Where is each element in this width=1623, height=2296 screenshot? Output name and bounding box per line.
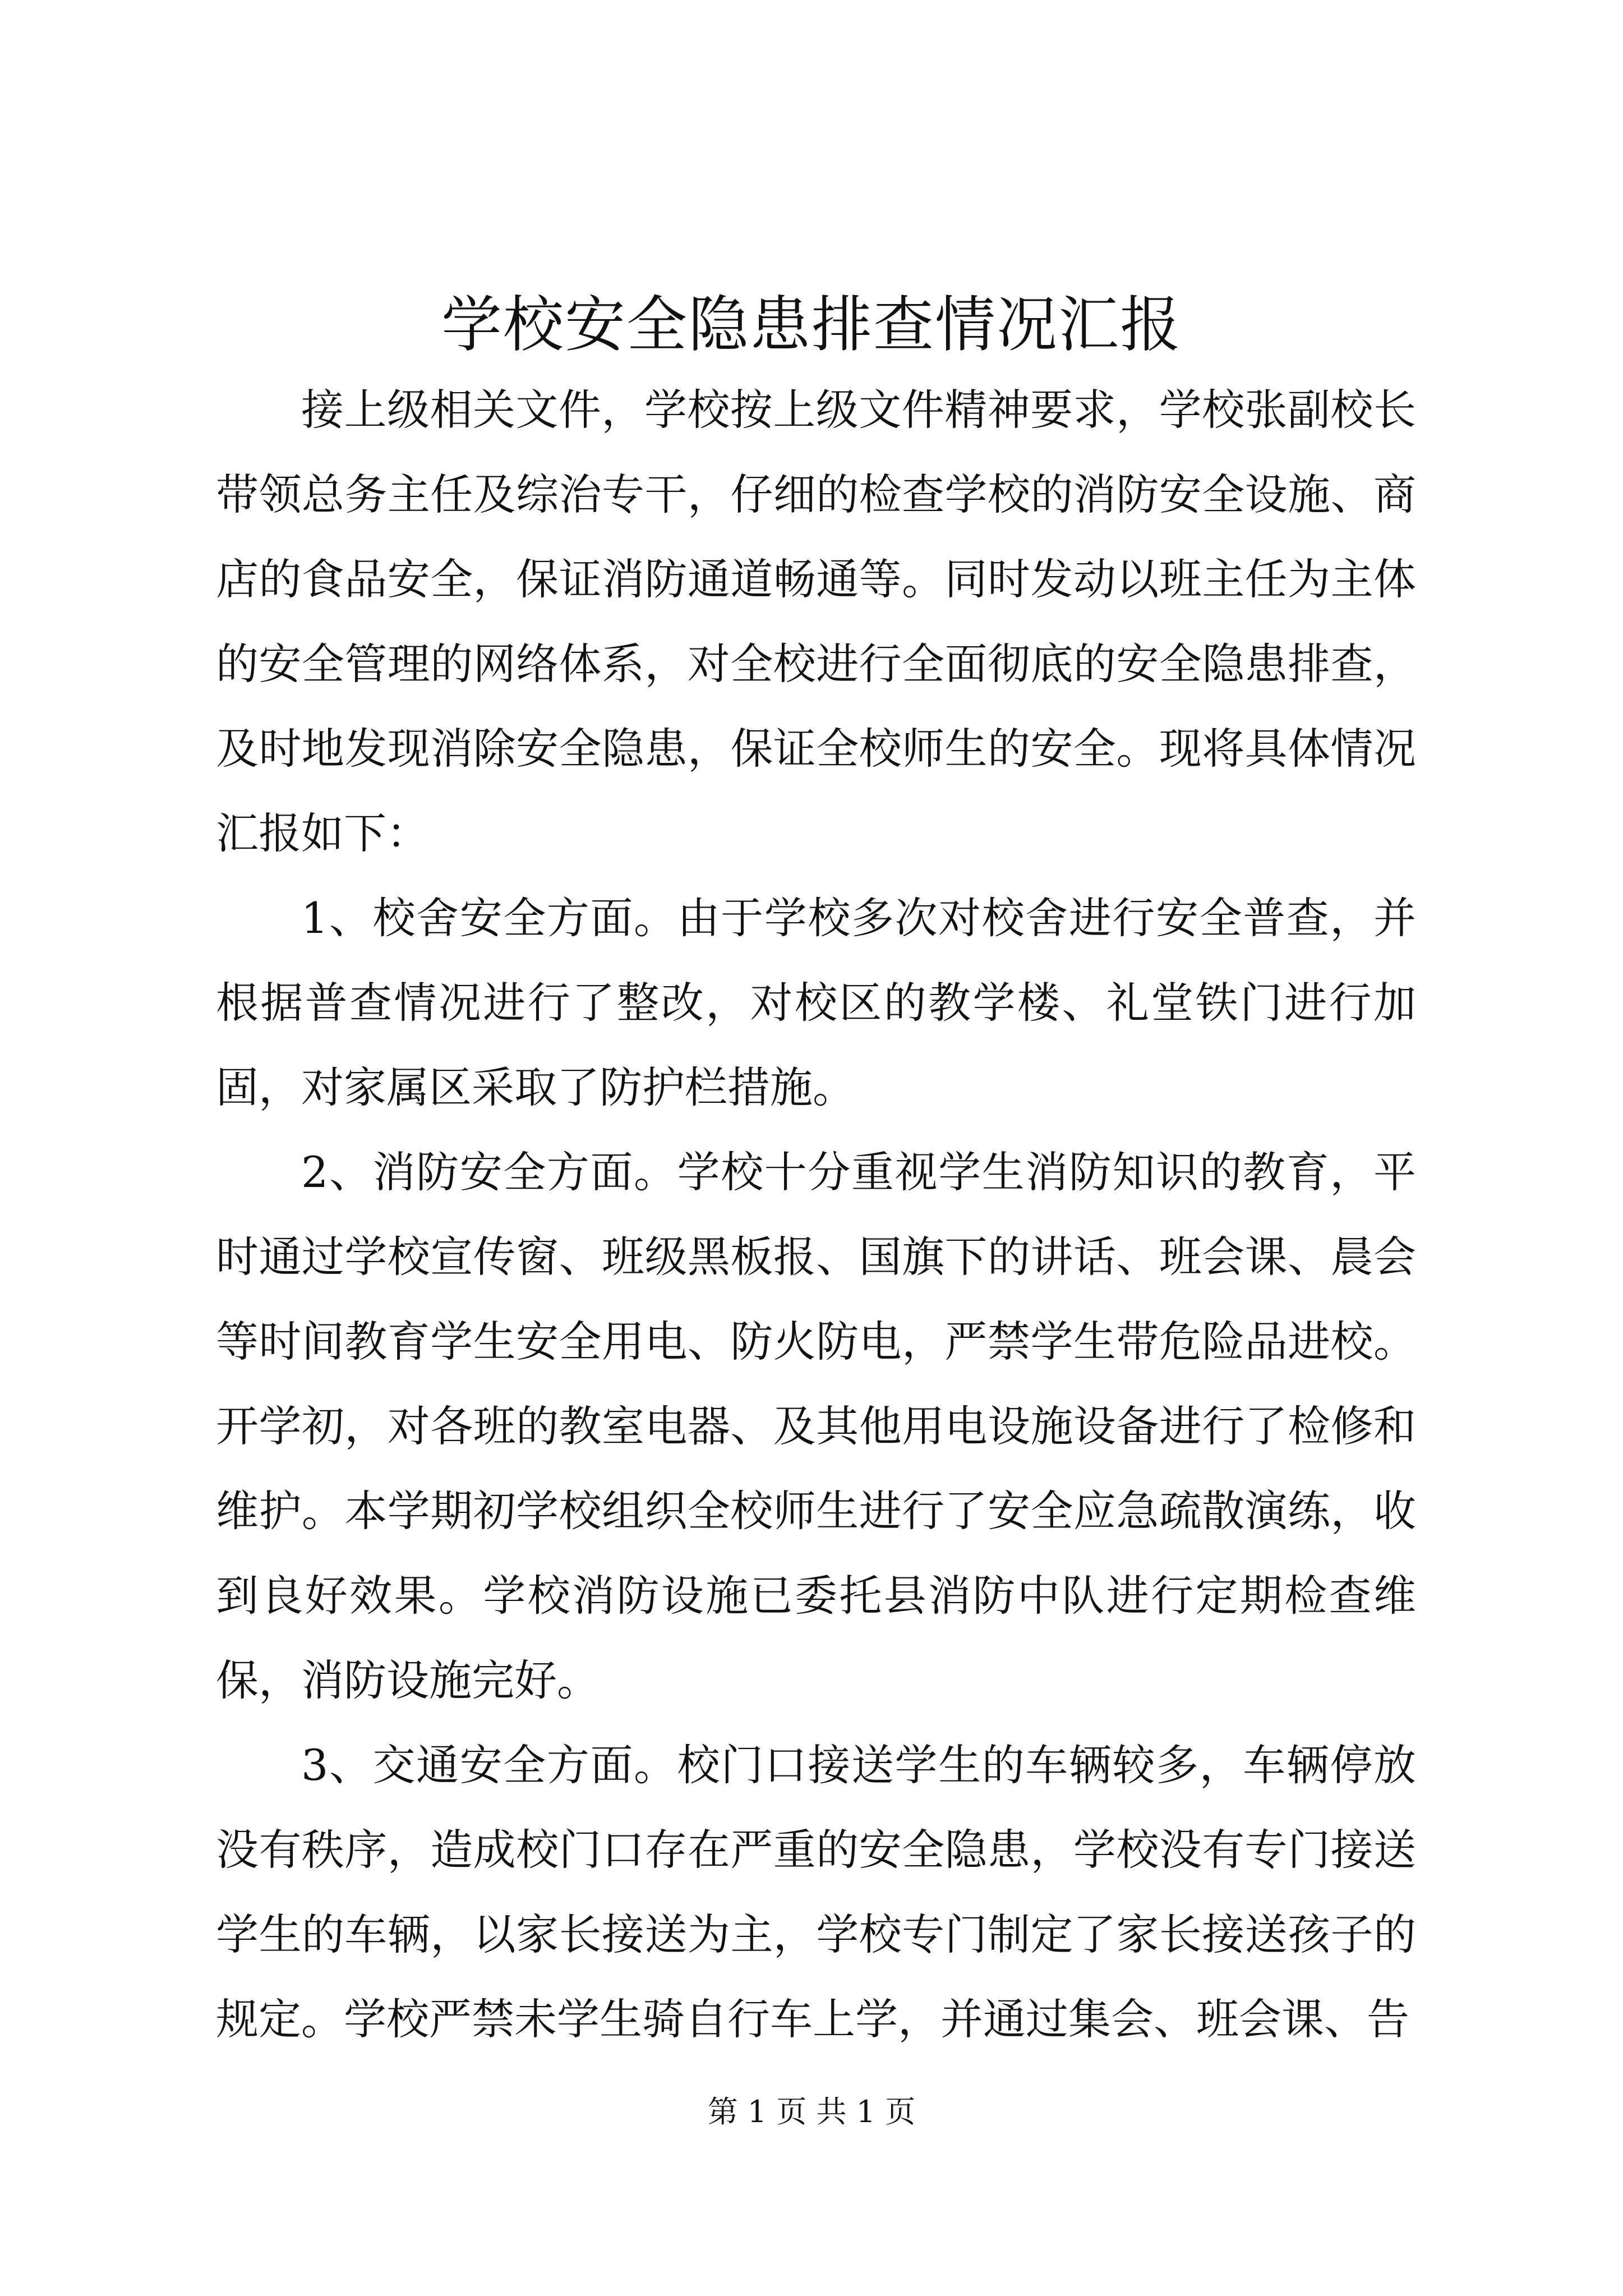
- paragraph-intro: 接上级相关文件，学校按上级文件精神要求，学校张副校长带领总务主任及综治专干，仔细的检查学校的消防安全设施、商店的食品安全，保证消防通道畅通等。同时发动以班主任为主体的安全管理的网络体系，对全校进行全面彻底的安全隐患排查，及时地发现消除安全隐患，保证全校师生的安全。现将具体情况汇报如下：: [216, 385, 1416, 858]
- page-number-footer: 第 1 页 共 1 页: [707, 2094, 916, 2129]
- paragraph-fire-safety: 2、消防安全方面。学校十分重视学生消防知识的教育，平时通过学校宣传窗、班级黑板报、国旗下的讲话、班会课、晨会等时间教育学生安全用电、防火防电，严禁学生带危险品进校。开学初，对各班的教室电器、及其他用电设施设备进行了检修和维护。本学期初学校组织全校师生进行了安全应急疏散演练，收到良好效果。学校消防设施已委托县消防中队进行定期检查维保，消防设施完好。: [216, 1147, 1416, 1705]
- paragraph-school-building-safety: 1、校舍安全方面。由于学校多次对校舍进行安全普查，并根据普查情况进行了整改，对校区的教学楼、礼堂铁门进行加固，对家属区采取了防护栏措施。: [216, 893, 1416, 1112]
- document-body: [216, 367, 1416, 2062]
- paragraph-traffic-safety: 3、交通安全方面。校门口接送学生的车辆较多，车辆停放没有秩序，造成校门口存在严重的安全隐患，学校没有专门接送学生的车辆，以家长接送为主，学校专门制定了家长接送孩子的规定。学校严禁未学生骑自行车上学，并通过集会、班会课、告: [216, 1740, 1416, 2044]
- document-title: 学校安全隐患排查情况汇报: [441, 290, 1182, 360]
